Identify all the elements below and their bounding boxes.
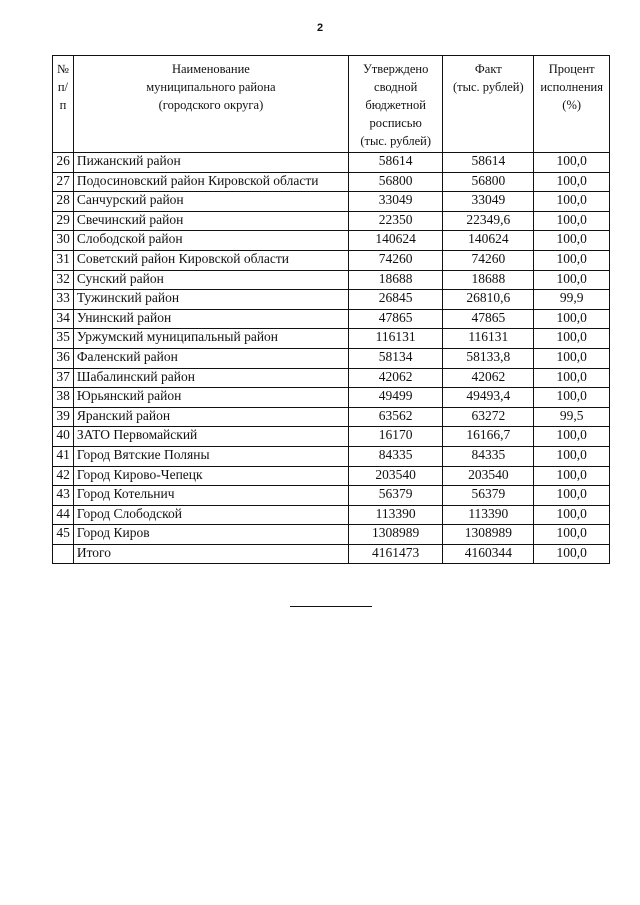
region-name: Советский район Кировской области: [73, 250, 348, 270]
row-number: 33: [53, 290, 74, 310]
actual-value: 16166,7: [443, 427, 534, 447]
table-row: [53, 368, 610, 388]
approved-value: 4161473: [349, 544, 443, 564]
approved-value: 58134: [349, 348, 443, 368]
header-percent: Процент исполнения (%): [534, 56, 610, 153]
table-row: [53, 250, 610, 270]
percent-value: 100,0: [534, 329, 610, 349]
row-number: 35: [53, 329, 74, 349]
table-row: [53, 348, 610, 368]
row-number: 29: [53, 211, 74, 231]
row-number: 27: [53, 172, 74, 192]
region-name: Итого: [73, 544, 348, 564]
actual-value: 47865: [443, 309, 534, 329]
row-number: 43: [53, 486, 74, 506]
actual-value: 49493,4: [443, 388, 534, 408]
table-row: [53, 466, 610, 486]
table-row: [53, 153, 610, 173]
approved-value: 58614: [349, 153, 443, 173]
row-number: 30: [53, 231, 74, 251]
region-name: Унинский район: [73, 309, 348, 329]
table-row: [53, 486, 610, 506]
percent-value: 100,0: [534, 211, 610, 231]
percent-value: 100,0: [534, 525, 610, 545]
percent-value: 100,0: [534, 309, 610, 329]
approved-value: 16170: [349, 427, 443, 447]
table-row: [53, 505, 610, 525]
header-actual: Факт (тыс. рублей): [443, 56, 534, 153]
approved-value: 74260: [349, 250, 443, 270]
actual-value: 1308989: [443, 525, 534, 545]
actual-value: 26810,6: [443, 290, 534, 310]
region-name: Фаленский район: [73, 348, 348, 368]
budget-execution-table: [52, 55, 610, 564]
approved-value: 18688: [349, 270, 443, 290]
percent-value: 100,0: [534, 466, 610, 486]
actual-value: 116131: [443, 329, 534, 349]
percent-value: 100,0: [534, 368, 610, 388]
table-header-row: [53, 56, 610, 153]
region-name: Шабалинский район: [73, 368, 348, 388]
closing-rule: [290, 606, 372, 607]
region-name: Пижанский район: [73, 153, 348, 173]
approved-value: 203540: [349, 466, 443, 486]
percent-value: 100,0: [534, 172, 610, 192]
approved-value: 84335: [349, 446, 443, 466]
approved-value: 140624: [349, 231, 443, 251]
percent-value: 100,0: [534, 270, 610, 290]
actual-value: 63272: [443, 407, 534, 427]
approved-value: 26845: [349, 290, 443, 310]
actual-value: 42062: [443, 368, 534, 388]
table-body: [53, 153, 610, 564]
actual-value: 113390: [443, 505, 534, 525]
region-name: Юрьянский район: [73, 388, 348, 408]
region-name: Город Кирово-Чепецк: [73, 466, 348, 486]
actual-value: 18688: [443, 270, 534, 290]
actual-value: 140624: [443, 231, 534, 251]
row-number: 44: [53, 505, 74, 525]
table-row: [53, 446, 610, 466]
header-approved: Утверждено сводной бюджетной росписью (тыс. рублей): [349, 56, 443, 153]
table-row: [53, 329, 610, 349]
table-row: [53, 192, 610, 212]
row-number: [53, 544, 74, 564]
row-number: 41: [53, 446, 74, 466]
actual-value: 58614: [443, 153, 534, 173]
table-row: [53, 388, 610, 408]
row-number: 28: [53, 192, 74, 212]
header-number: № п/п: [53, 56, 74, 153]
percent-value: 100,0: [534, 192, 610, 212]
approved-value: 113390: [349, 505, 443, 525]
approved-value: 1308989: [349, 525, 443, 545]
header-name: Наименование муниципального района (городского округа): [73, 56, 348, 153]
row-number: 31: [53, 250, 74, 270]
row-number: 32: [53, 270, 74, 290]
approved-value: 47865: [349, 309, 443, 329]
actual-value: 74260: [443, 250, 534, 270]
approved-value: 22350: [349, 211, 443, 231]
region-name: Подосиновский район Кировской области: [73, 172, 348, 192]
actual-value: 33049: [443, 192, 534, 212]
actual-value: 4160344: [443, 544, 534, 564]
row-number: 37: [53, 368, 74, 388]
approved-value: 63562: [349, 407, 443, 427]
actual-value: 84335: [443, 446, 534, 466]
region-name: Город Слободской: [73, 505, 348, 525]
table-row: [53, 427, 610, 447]
row-number: 42: [53, 466, 74, 486]
row-number: 40: [53, 427, 74, 447]
percent-value: 100,0: [534, 348, 610, 368]
total-row: [53, 544, 610, 564]
row-number: 34: [53, 309, 74, 329]
region-name: Свечинский район: [73, 211, 348, 231]
percent-value: 100,0: [534, 544, 610, 564]
row-number: 26: [53, 153, 74, 173]
percent-value: 100,0: [534, 427, 610, 447]
region-name: Город Котельнич: [73, 486, 348, 506]
row-number: 39: [53, 407, 74, 427]
actual-value: 58133,8: [443, 348, 534, 368]
region-name: Сунский район: [73, 270, 348, 290]
table-row: [53, 270, 610, 290]
region-name: Слободской район: [73, 231, 348, 251]
approved-value: 33049: [349, 192, 443, 212]
percent-value: 100,0: [534, 486, 610, 506]
percent-value: 100,0: [534, 505, 610, 525]
percent-value: 100,0: [534, 388, 610, 408]
table-row: [53, 525, 610, 545]
region-name: Яранский район: [73, 407, 348, 427]
row-number: 45: [53, 525, 74, 545]
actual-value: 203540: [443, 466, 534, 486]
page-number: 2: [316, 22, 324, 34]
approved-value: 56800: [349, 172, 443, 192]
table-row: [53, 231, 610, 251]
percent-value: 100,0: [534, 231, 610, 251]
approved-value: 42062: [349, 368, 443, 388]
table-row: [53, 407, 610, 427]
region-name: Город Вятские Поляны: [73, 446, 348, 466]
row-number: 38: [53, 388, 74, 408]
percent-value: 100,0: [534, 153, 610, 173]
actual-value: 56800: [443, 172, 534, 192]
percent-value: 99,9: [534, 290, 610, 310]
region-name: Тужинский район: [73, 290, 348, 310]
region-name: Уржумский муниципальный район: [73, 329, 348, 349]
region-name: ЗАТО Первомайский: [73, 427, 348, 447]
region-name: Город Киров: [73, 525, 348, 545]
region-name: Санчурский район: [73, 192, 348, 212]
table-row: [53, 309, 610, 329]
table-row: [53, 290, 610, 310]
percent-value: 100,0: [534, 446, 610, 466]
table-row: [53, 211, 610, 231]
approved-value: 116131: [349, 329, 443, 349]
row-number: 36: [53, 348, 74, 368]
actual-value: 56379: [443, 486, 534, 506]
table-row: [53, 172, 610, 192]
approved-value: 56379: [349, 486, 443, 506]
actual-value: 22349,6: [443, 211, 534, 231]
percent-value: 100,0: [534, 250, 610, 270]
percent-value: 99,5: [534, 407, 610, 427]
approved-value: 49499: [349, 388, 443, 408]
